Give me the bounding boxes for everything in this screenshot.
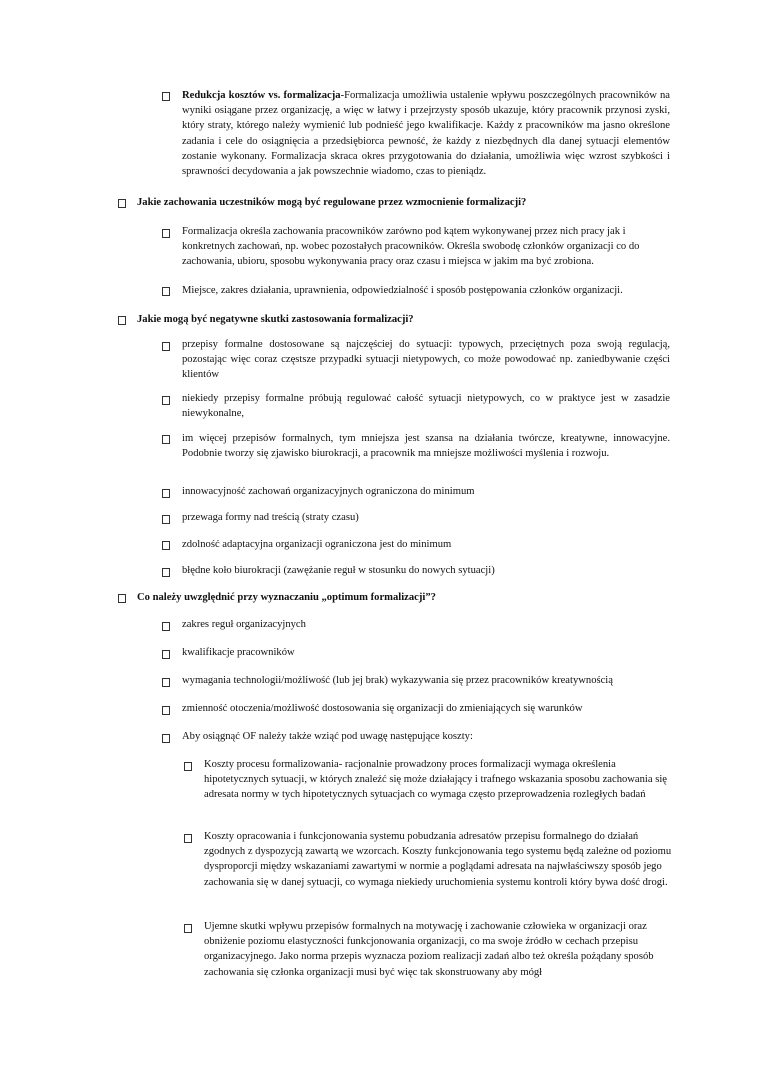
bullet-icon	[162, 229, 170, 238]
bullet-icon	[162, 287, 170, 296]
answer-item: błędne koło biurokracji (zawężanie reguł w stosunku do nowych sytuacji)	[182, 565, 495, 576]
answer-item: przewaga formy nad treścią (straty czasu)	[182, 512, 359, 523]
paragraph-text: -Formalizacja umożliwia ustalenie wpływu poszczególnych pracowników na wyniki osiągane przez organizację, a więc w łatwy i przejrzysty sposób ukazuje, który pracownik przynosi zyski, który straty, którego należy wymienić lub podnieść jego kwalifikacje. Każdy z pracowników ma jasno określone zadania i cele do osiągnięcia a przedsiębiorca pewność, że każdy z niezbędnych dla danej sytuacji elementów zostanie wykonany. Formalizacja skraca okres przygotowania do działania, umożliwia więc wzrost szybkości i sprawności decydowania a jak powszechnie wiadomo, czas to pieniądz.	[182, 90, 670, 178]
answer-item: innowacyjność zachowań organizacyjnych ograniczona do minimum	[182, 486, 475, 497]
answer-item: zakres reguł organizacyjnych	[182, 619, 306, 630]
bullet-icon	[162, 541, 170, 550]
answer-item: zdolność adaptacyjna organizacji ograniczona jest do minimum	[182, 539, 452, 550]
bullet-icon	[162, 706, 170, 715]
answer-item: Formalizacja określa zachowania pracowników zarówno pod kątem wykonywanej przez nich pracy jak i konkretnych zachowań, np. wobec pozostałych pracowników. Określa swobodę członków organizacji co do zachowania, ubioru, sposobu wykonywania pracy oraz czasu i miejsca w jakim ma być zrobiona.	[182, 226, 640, 268]
bullet-icon	[118, 199, 126, 208]
answer-item: zmienność otoczenia/możliwość dostosowania się organizacji do zmieniających się warunków	[182, 703, 583, 714]
bullet-icon	[162, 342, 170, 351]
answer-item: Miejsce, zakres działania, uprawnienia, odpowiedzialność i sposób postępowania członków organizacji.	[182, 285, 623, 296]
cost-item: Koszty opracowania i funkcjonowania systemu pobudzania adresatów przepisu formalnego do działań zgodnych z dyspozycją zawartą we wzorcach. Koszty funkcjonowania tego systemu będą zależne od poziomu dysproporcji między wskazaniami zawartymi w normie a poglądami adresata na najwłaściwszy sposób jego zachowania się w danej sytuacji, co wymaga niekiedy uruchomienia systemu kontroli który bywa dość drogi.	[204, 831, 672, 888]
bullet-icon	[118, 594, 126, 603]
bullet-icon	[162, 435, 170, 444]
bullet-icon	[162, 650, 170, 659]
bullet-icon	[184, 762, 192, 771]
answer-item: wymagania technologii/możliwość (lub jej brak) wykazywania się przez pracowników kreatywnością	[182, 675, 613, 686]
paragraph-lead: Redukcja kosztów vs. formalizacja	[182, 90, 341, 101]
bullet-icon	[162, 92, 170, 101]
bullet-icon	[162, 734, 170, 743]
question-heading: Co należy uwzględnić przy wyznaczaniu „optimum formalizacji”?	[137, 592, 436, 603]
answer-item: im więcej przepisów formalnych, tym mniejsza jest szansa na działania twórcze, kreatywne, innowacyjne. Podobnie tworzy się zjawisko biurokracji, a pracownik ma mniejsze możliwości myślenia i rozwoju.	[182, 433, 670, 460]
paragraph-cost-reduction	[182, 88, 670, 179]
question-heading: Jakie mogą być negatywne skutki zastosowania formalizacji?	[137, 314, 414, 325]
bullet-icon	[184, 834, 192, 843]
bullet-icon	[162, 568, 170, 577]
bullet-icon	[162, 678, 170, 687]
bullet-icon	[162, 489, 170, 498]
question-heading: Jakie zachowania uczestników mogą być regulowane przez wzmocnienie formalizacji?	[137, 197, 527, 208]
cost-item: Ujemne skutki wpływu przepisów formalnych na motywację i zachowanie człowieka w organizacji oraz obniżenie poziomu elastyczności funkcjonowania organizacji, co ma swoje źródło w cechach przepisu organizacyjnego. Jako norma przepis wyznacza poziom realizacji zadań albo też określa pożądany sposób zachowania się członka organizacji musi być więc tak skonstruowany aby mógł	[204, 921, 654, 978]
bullet-icon	[118, 316, 126, 325]
answer-item: Aby osiągnąć OF należy także wziąć pod uwagę następujące koszty:	[182, 731, 473, 742]
answer-item: kwalifikacje pracowników	[182, 647, 295, 658]
answer-item: niekiedy przepisy formalne próbują regulować całość sytuacji nietypowych, co w praktyce jest w zasadzie niewykonalne,	[182, 393, 670, 420]
bullet-icon	[184, 924, 192, 933]
answer-item: przepisy formalne dostosowane są najczęściej do sytuacji: typowych, przeciętnych poza swoją regulacją, pozostając więc coraz częstsze przypadki sytuacji nietypowych, co może powodować np. zaniedbywanie części klientów	[182, 339, 670, 381]
cost-item: Koszty procesu formalizowania- racjonalnie prowadzony proces formalizacji wymaga określenia hipotetycznych sytuacji, w których znaleźć się może działający i trafnego wskazania sposobu zachowania się adresata normy w tych hipotetycznych sytuacjach co wymaga często przeprowadzenia rozległych badań	[204, 759, 667, 801]
bullet-icon	[162, 515, 170, 524]
bullet-icon	[162, 396, 170, 405]
bullet-icon	[162, 622, 170, 631]
